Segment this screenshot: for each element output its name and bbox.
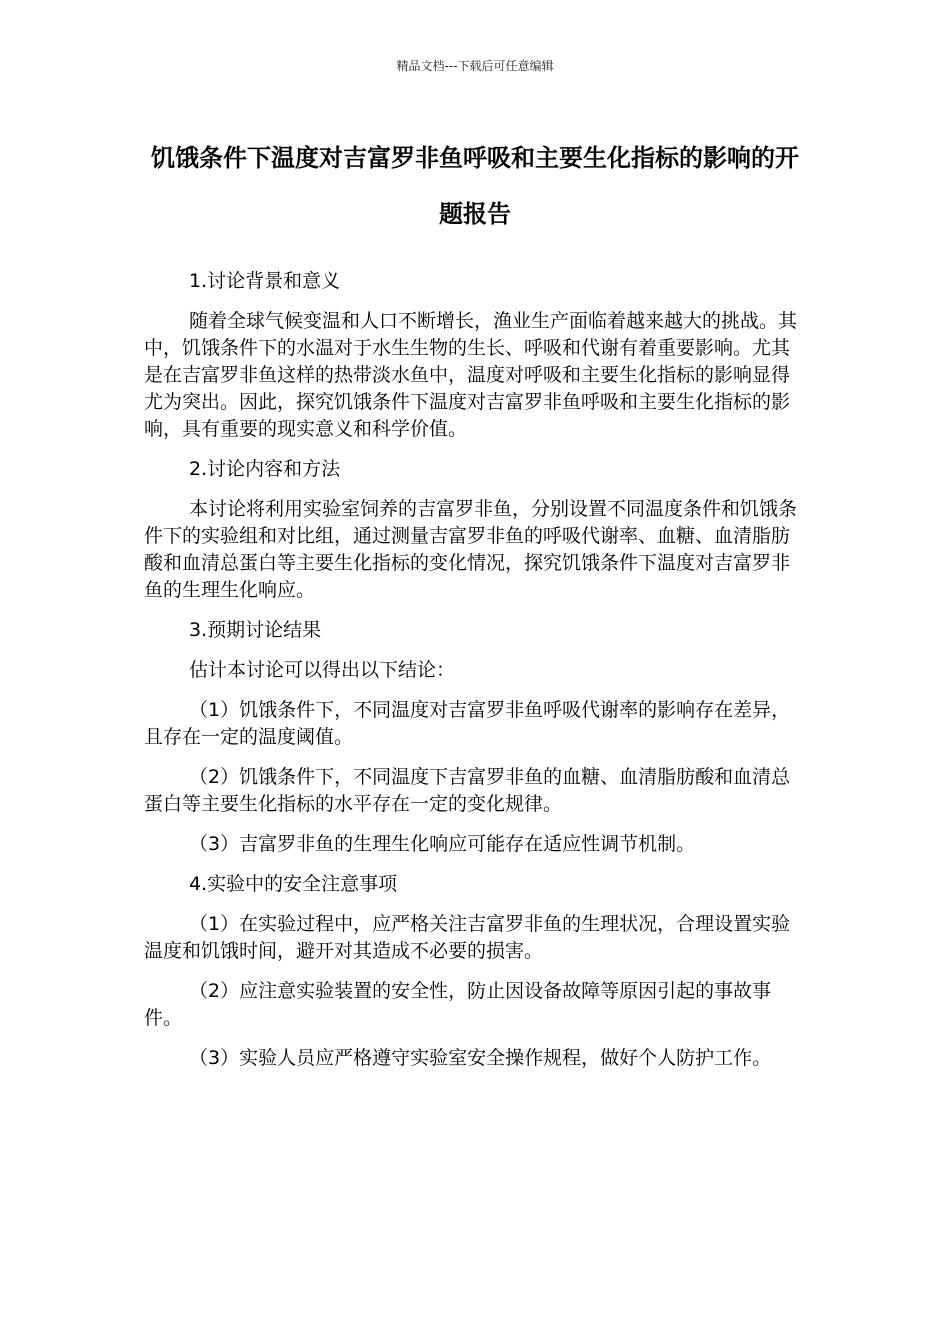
safety-item: （1）在实验过程中，应严格关注吉富罗非鱼的生理状况，合理设置实验温度和饥饿时间，避开对其造成不必要的损害。 [144,913,791,962]
section-paragraph-methods: 本讨论将利用实验室饲养的吉富罗非鱼，分别设置不同温度条件和饥饿条件下的实验组和对比组，通过测量吉富罗非鱼的呼吸代谢率、血糖、血清脂肪酸和血清总蛋白等主要生化指标的变化情况，探究饥饿条件下温度对吉富罗非鱼的生理生化响应。 [144,498,798,601]
safety-item: （2）应注意实验装置的安全性，防止因设备故障等原因引起的事故事件。 [144,980,772,1029]
section-heading-methods: 2.讨论内容和方法 [189,458,341,480]
section-heading-expected-results: 3.预期讨论结果 [189,619,322,641]
section-paragraph-background: 随着全球气候变温和人口不断增长，渔业生产面临着越来越大的挑战。其中，饥饿条件下的水温对于水生生物的生长、呼吸和代谢有着重要影响。尤其是在吉富罗非鱼这样的热带淡水鱼中，温度对呼吸和主要生化指标的影响显得尤为突出。因此，探究饥饿条件下温度对吉富罗非鱼呼吸和主要生化指标的影响，具有重要的现实意义和科学价值。 [144,310,798,440]
document-title: 饥饿条件下温度对吉富罗非鱼呼吸和主要生化指标的影响的开题报告 [151,144,799,228]
section-intro-expected-results: 估计本讨论可以得出以下结论： [189,659,456,681]
document-body [144,268,804,1085]
section-heading-background: 1.讨论背景和意义 [189,270,341,292]
expected-result-item: （2）饥饿条件下，不同温度下吉富罗非鱼的血糖、血清脂肪酸和血清总蛋白等主要生化指标的水平存在一定的变化规律。 [144,766,791,815]
expected-result-item: （3）吉富罗非鱼的生理生化响应可能存在适应性调节机制。 [189,833,696,855]
section-heading-safety: 4.实验中的安全注意事项 [189,873,398,895]
safety-item: （3）实验人员应严格遵守实验室安全操作规程，做好个人防护工作。 [189,1047,772,1069]
expected-result-item: （1）饥饿条件下，不同温度对吉富罗非鱼呼吸代谢率的影响存在差异，且存在一定的温度阈值。 [144,699,791,748]
page-header: 精品文档---下载后可任意编辑 [396,59,554,73]
